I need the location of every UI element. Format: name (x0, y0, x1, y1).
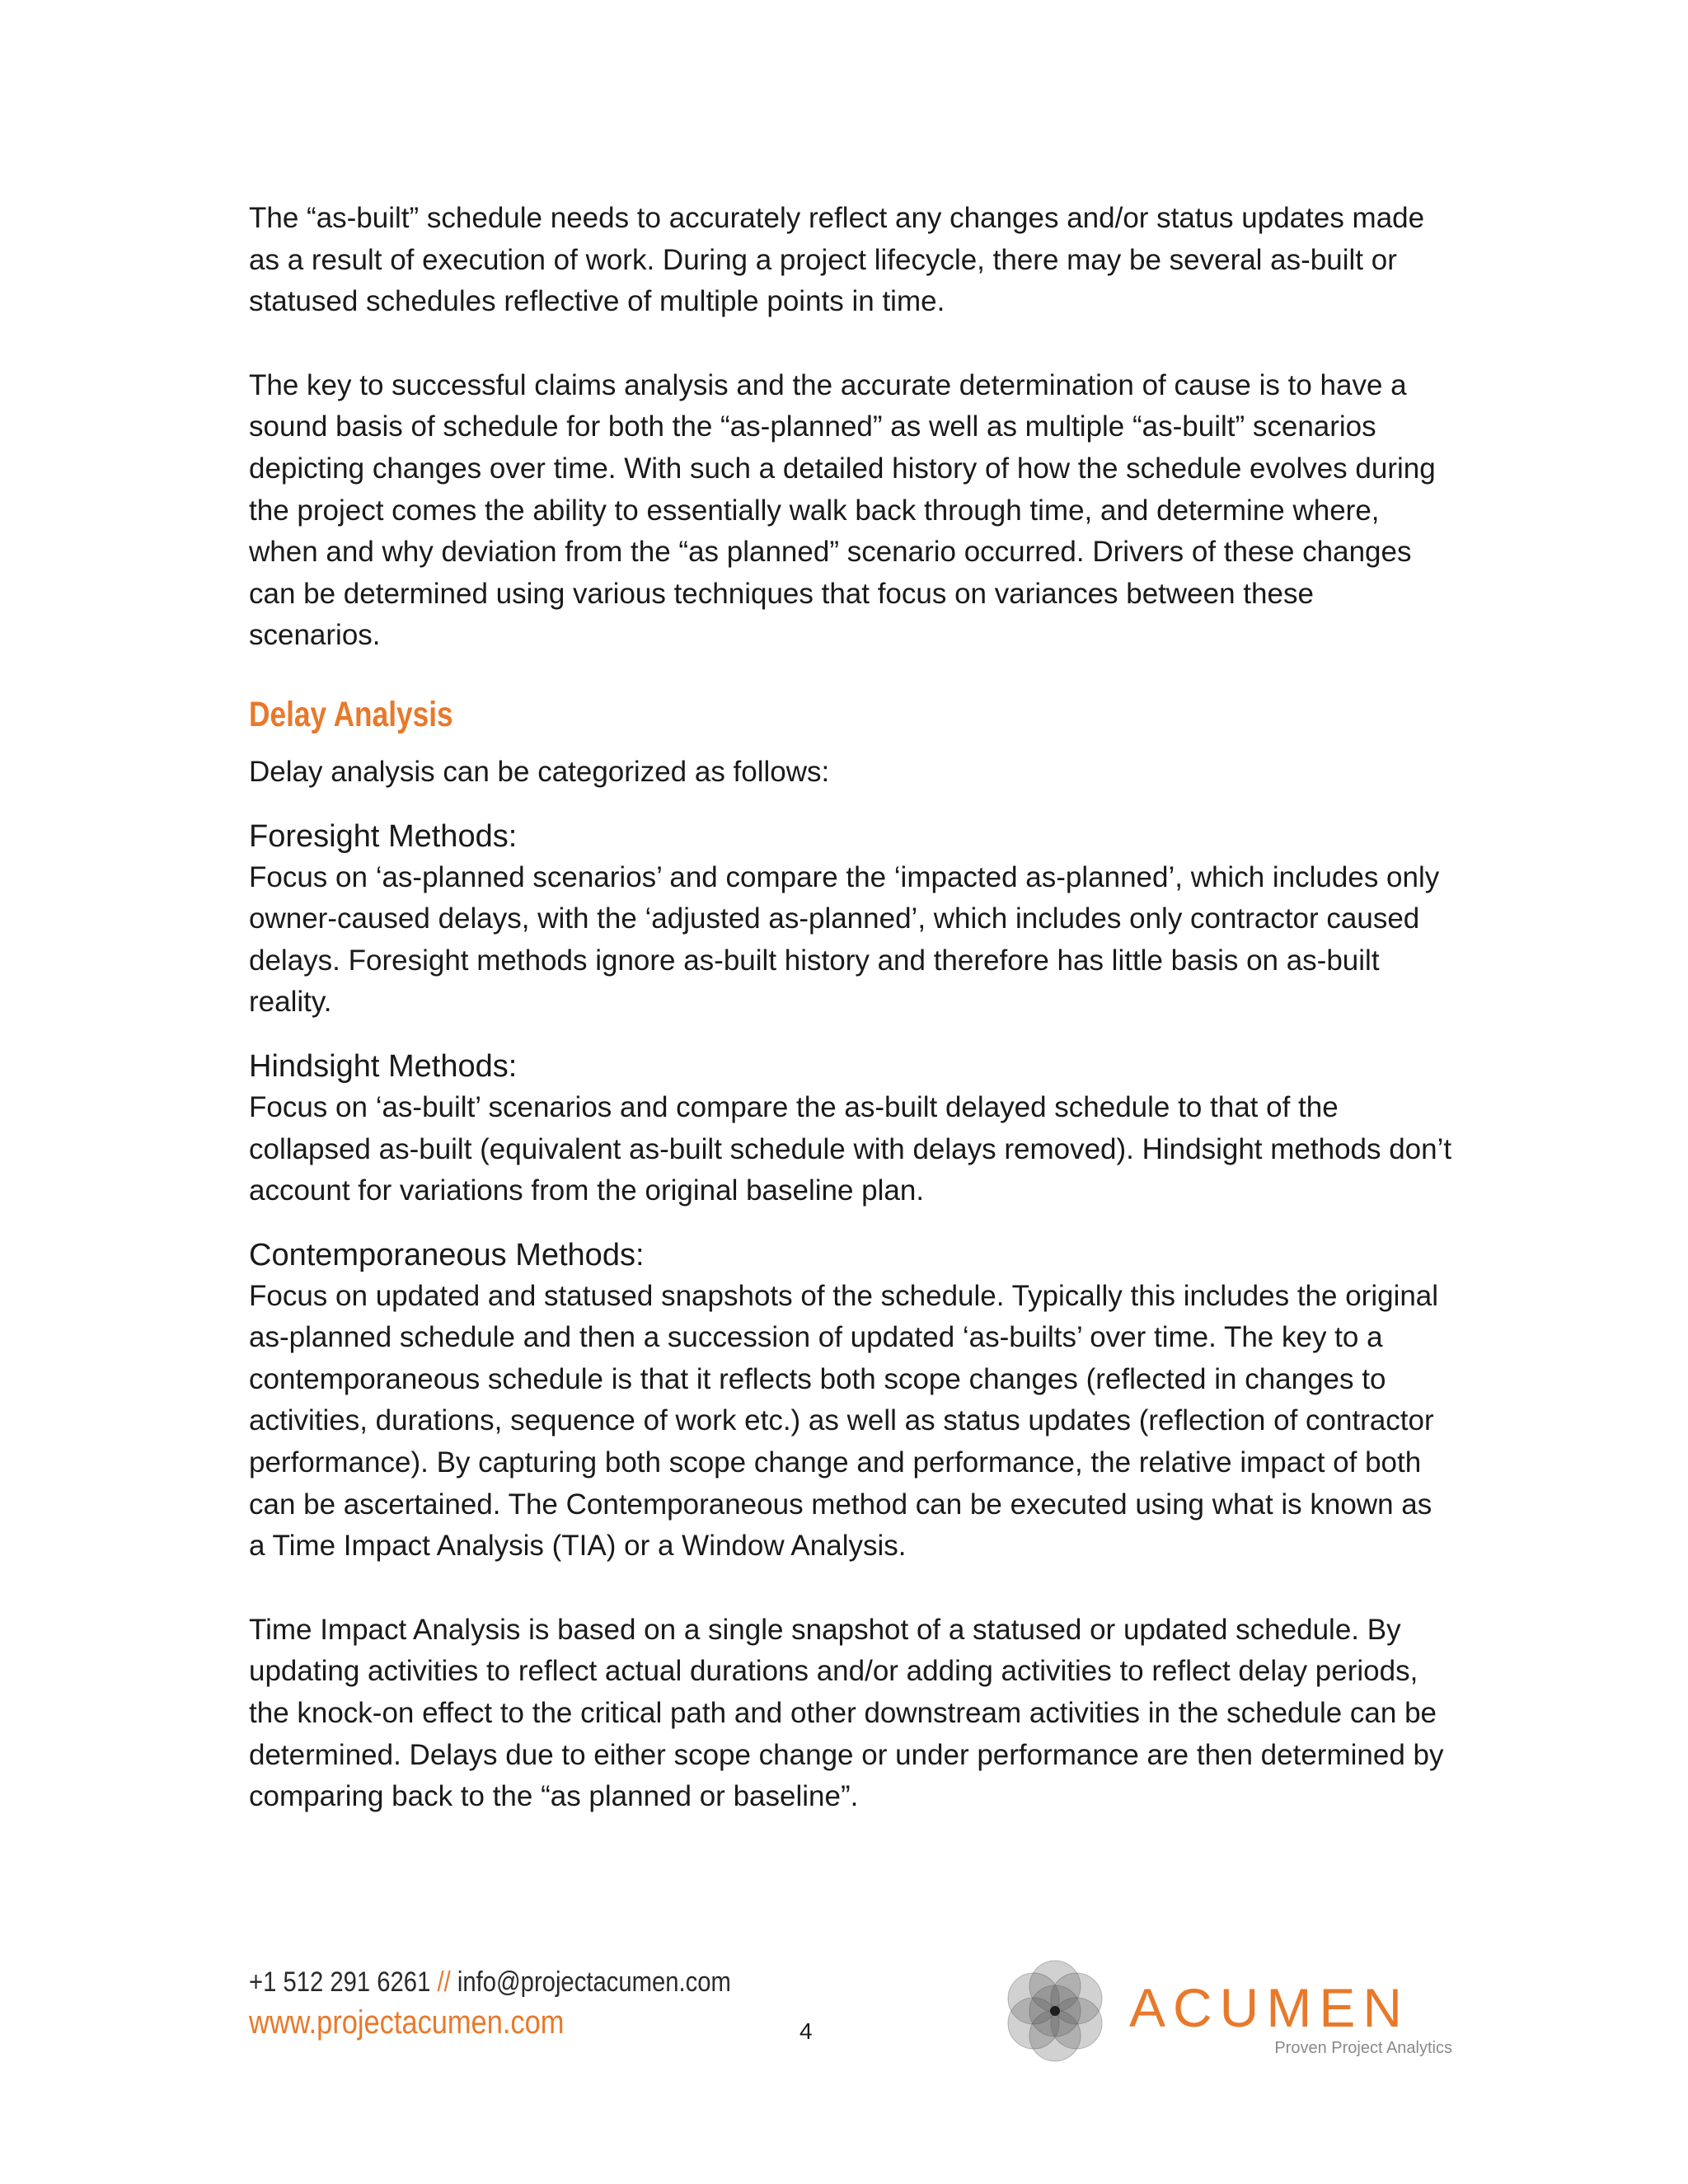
logo-tagline: Proven Project Analytics (1274, 2039, 1452, 2057)
paragraph-as-built: The “as-built” schedule needs to accurately reflect any changes and/or status updates made as a result of execution of work. During a project lifecycle, there may be several as-built or statused schedules reflective of multiple points in time. (249, 202, 1425, 318)
method-title-foresight: Foresight Methods: (249, 818, 518, 854)
method-title-contemporaneous: Contemporaneous Methods: (249, 1237, 645, 1272)
overlapping-circles-flower-icon (995, 1951, 1115, 2071)
delay-analysis-intro: Delay analysis can be categorized as follows: (249, 755, 830, 788)
paragraph-claims-analysis: The key to successful claims analysis and the accurate determination of cause is to have a sound basis of schedule for both the “as-planned” as well as multiple “as-built” scenarios depicting changes over time. With such a detailed history of how the schedule evolves during the project comes the ability to essentially walk back through time, and determine where, when and why deviation from the “as planned” scenario occurred. Drivers of these changes can be determined using various techniques that focus on variances between these scenarios. (249, 368, 1436, 652)
document-page (249, 198, 1452, 1818)
method-text-contemporaneous: Focus on updated and statused snapshots of the schedule. Typically this includes the original as-planned schedule and then a succession of updated ‘as-builts’ over time. The key to a contemporaneous schedule is that it reflects both scope changes (reflected in changes to activities, durations, sequence of work etc.) as well as status updates (reflection of contractor performance). By capturing both scope change and performance, the relative impact of both can be ascertained. The Contemporaneous method can be executed using what is known as a Time Impact Analysis (TIA) or a Window Analysis. (249, 1279, 1439, 1563)
section-heading-delay-analysis: Delay Analysis (249, 694, 453, 734)
contact-separator: // (437, 1966, 451, 1998)
page-footer (249, 1966, 1452, 2081)
method-text-hindsight: Focus on ‘as-built’ scenarios and compare the as-built delayed schedule to that of the collapsed as-built (equivalent as-built schedule with delays removed). Hindsight methods don’t account for variations from the original baseline plan. (249, 1090, 1452, 1207)
method-text-foresight: Focus on ‘as-planned scenarios’ and compare the ‘impacted as-planned’, which includes only owner-caused delays, with the ‘adjusted as-planned’, which includes only contractor caused delays. Foresight methods ignore as-built history and therefore has little basis on as-built reality. (249, 860, 1440, 1019)
logo-wordmark: ACUMEN (1129, 1977, 1410, 2038)
contact-line (249, 1966, 731, 1999)
phone-number: +1 512 291 6261 (249, 1966, 431, 1998)
website-link[interactable]: www.projectacumen.com (249, 2004, 565, 2041)
email-link[interactable]: info@projectacumen.com (457, 1966, 731, 1998)
method-title-hindsight: Hindsight Methods: (249, 1048, 518, 1084)
page-number: 4 (799, 2018, 813, 2044)
paragraph-time-impact-analysis: Time Impact Analysis is based on a single snapshot of a statused or updated schedule. By updating activities to reflect actual durations and/or adding activities to reflect delay periods, the knock-on effect to the critical path and other downstream activities in the schedule can be determined. Delays due to either scope change or under performance are then determined by comparing back to the “as planned or baseline”. (249, 1613, 1444, 1813)
